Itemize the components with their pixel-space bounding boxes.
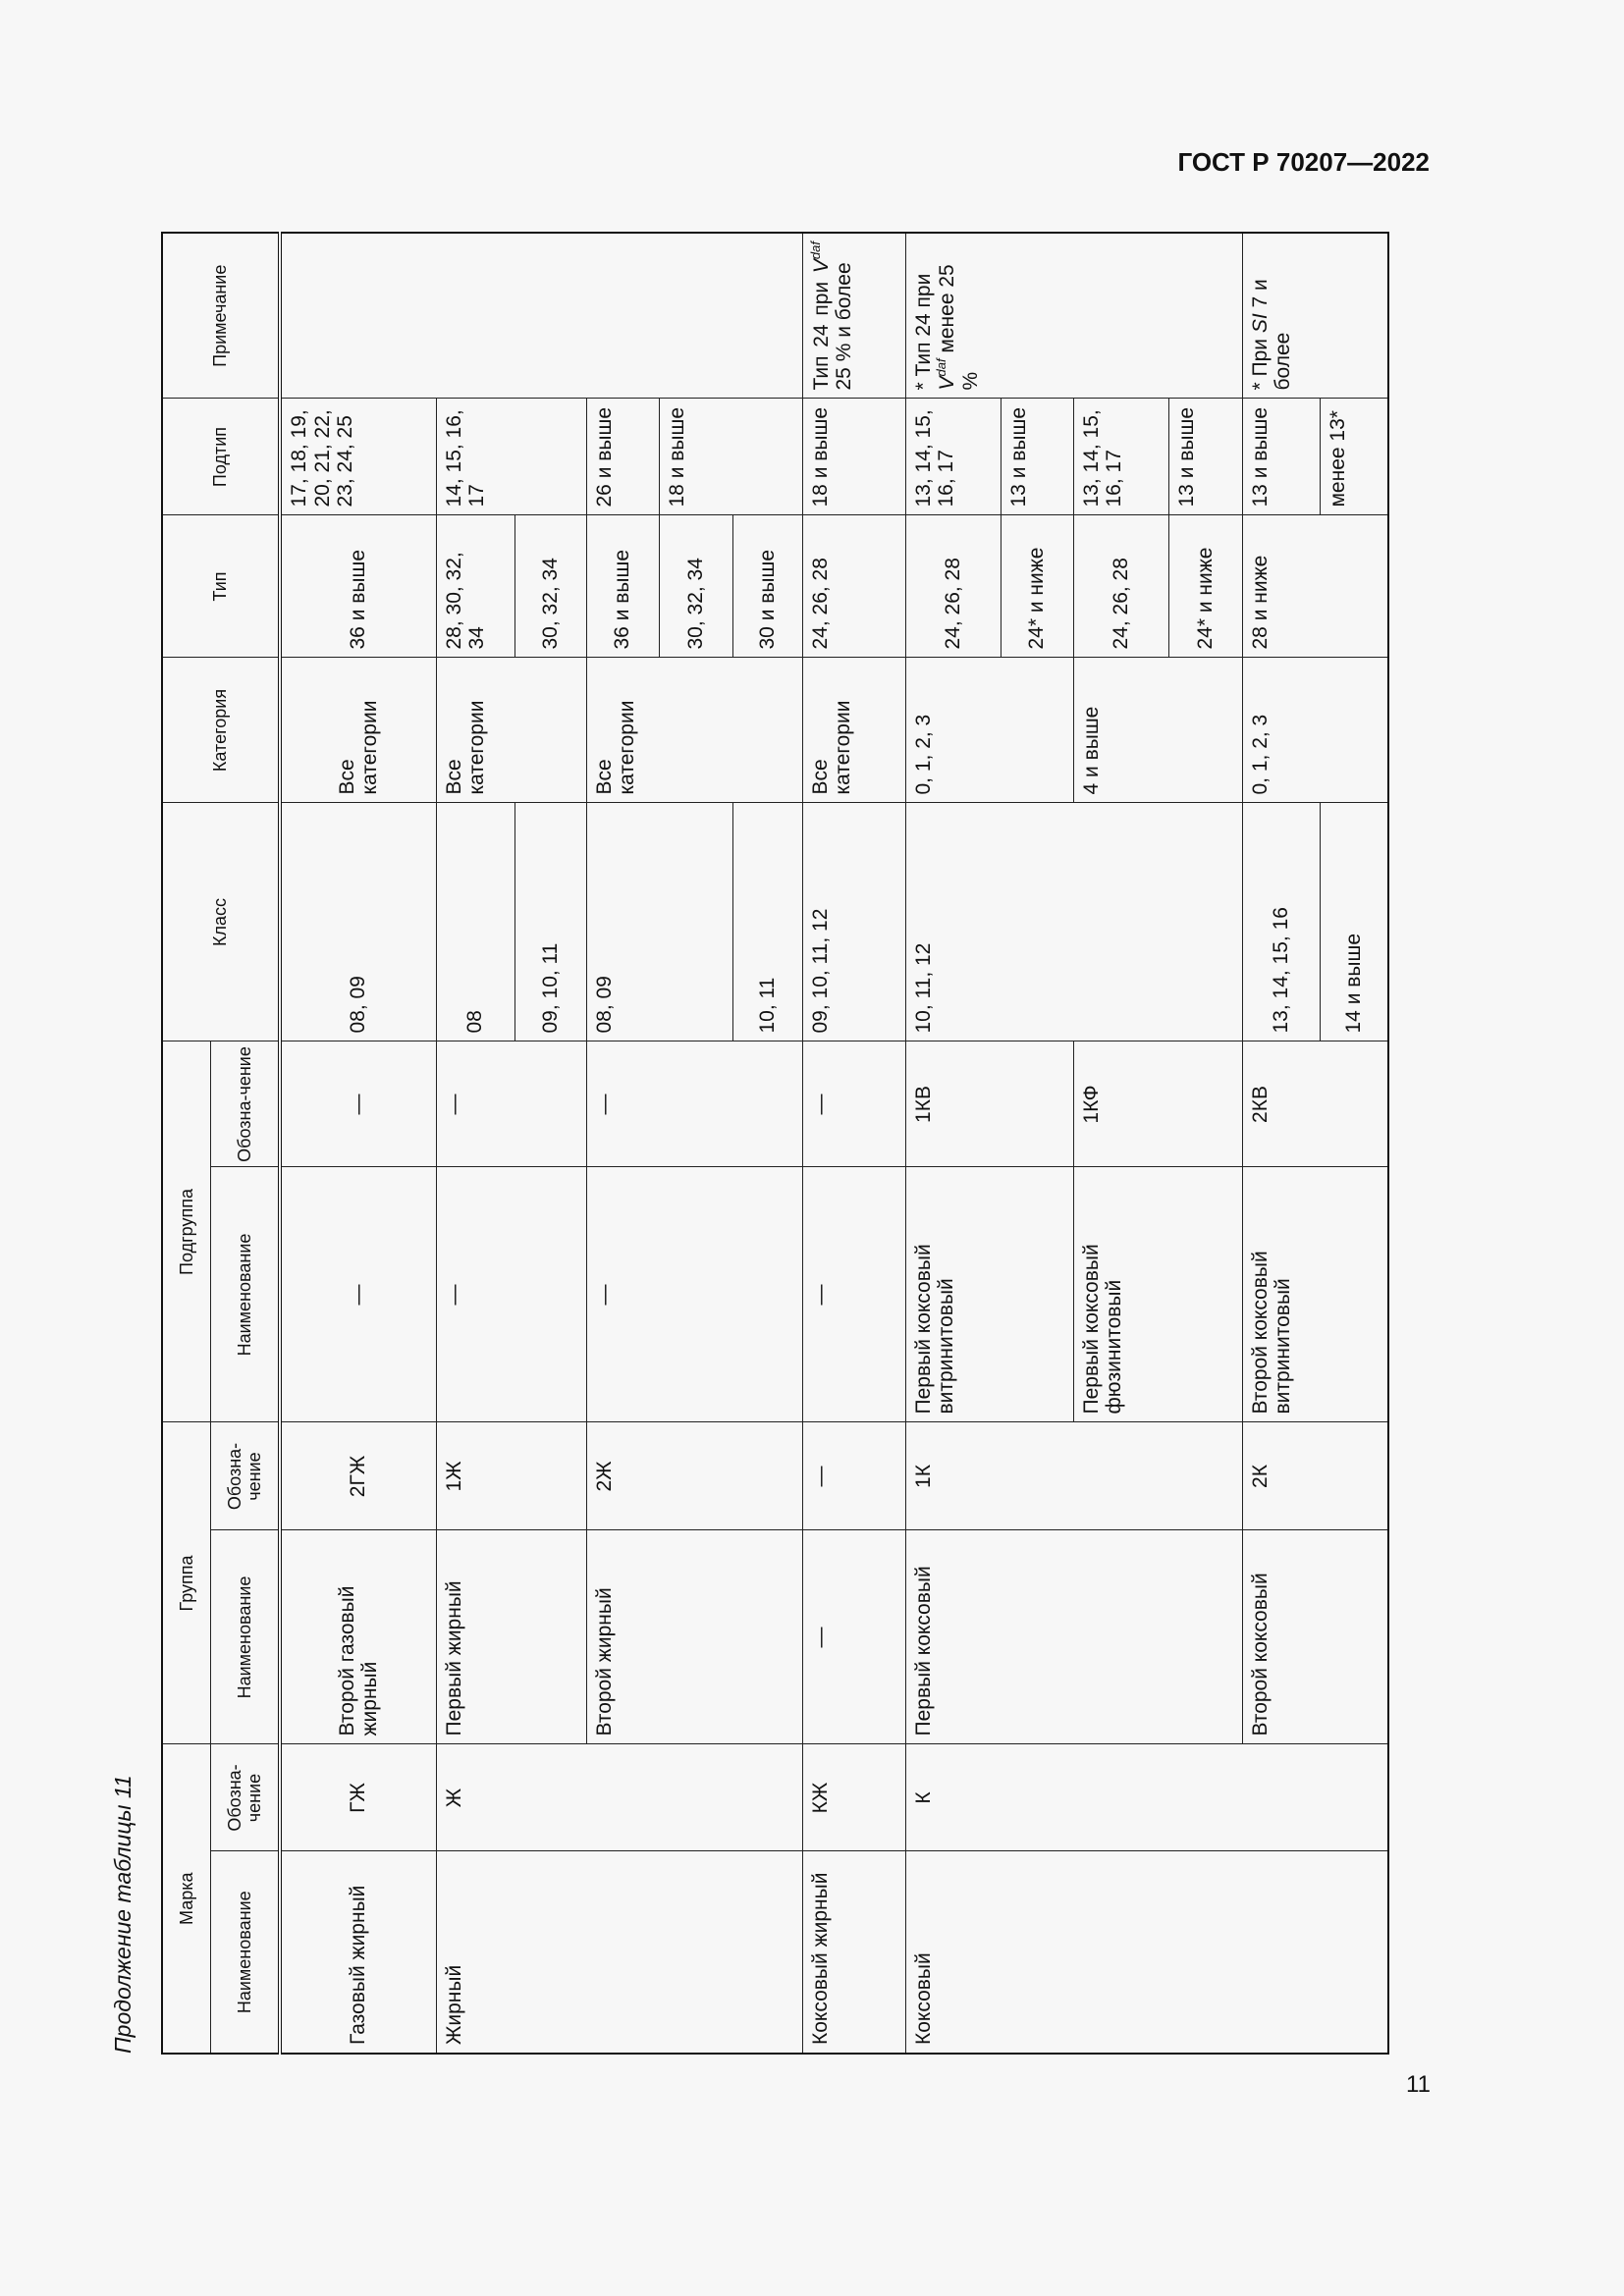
cell: Все категории: [436, 658, 586, 803]
cell: 30, 32, 34: [659, 515, 732, 658]
note-var: V: [936, 376, 959, 391]
cell: —: [802, 1530, 905, 1744]
header-klass: Класс: [162, 803, 280, 1041]
cell: —: [802, 1167, 905, 1422]
cell: 36 и выше: [586, 515, 659, 658]
cell-note-empty: [280, 233, 802, 399]
note-text: Тип 24 при: [809, 273, 833, 391]
cell: 24* и ниже: [1001, 515, 1073, 658]
cell: Первый коксовый витринитовый: [905, 1167, 1073, 1422]
cell: Газовый жирный: [280, 1851, 436, 2054]
cell: 30, 32, 34: [514, 515, 586, 658]
cell: Все категории: [586, 658, 802, 803]
cell: 36 и выше: [280, 515, 436, 658]
note-text: * Тип 24 при: [911, 273, 935, 391]
page-number: 11: [1406, 2071, 1431, 2098]
cell: —: [280, 1167, 436, 1422]
cell: Все категории: [802, 658, 905, 803]
cell: 13, 14, 15, 16: [1242, 803, 1320, 1041]
table-row: [802, 233, 905, 2054]
cell: 30 и выше: [732, 515, 802, 658]
cell: К: [905, 1744, 1388, 1851]
cell: 17, 18, 19, 20, 21, 22, 23, 24, 25: [280, 399, 436, 515]
cell: 10, 11, 12: [905, 803, 1242, 1041]
note-var: SI: [1248, 313, 1272, 334]
cell: 2Ж: [586, 1422, 802, 1530]
cell: 14, 15, 16, 17: [436, 399, 586, 515]
cell: 13 и выше: [1168, 399, 1242, 515]
note-text: 7 и более: [1248, 279, 1295, 391]
cell: 24* и ниже: [1168, 515, 1242, 658]
cell: Ж: [436, 1744, 802, 1851]
cell: Второй коксовый витринитовый: [1242, 1167, 1388, 1422]
header-primechanie: Примечание: [162, 233, 280, 399]
cell: 24, 26, 28: [802, 515, 905, 658]
header-podgruppa-oboz: Обозна-чение: [210, 1041, 280, 1167]
cell: Второй газовый жирный: [280, 1530, 436, 1744]
note-text: менее 25 %: [936, 264, 982, 391]
cell: КЖ: [802, 1744, 905, 1851]
cell: 08, 09: [586, 803, 732, 1041]
cell: Первый коксовый фюзинитовый: [1073, 1167, 1242, 1422]
cell: 18 и выше: [802, 399, 905, 515]
cell-note: [905, 233, 1242, 399]
cell: 2К: [1242, 1422, 1388, 1530]
cell: 1КВ: [905, 1041, 1073, 1167]
note-var: V: [809, 259, 833, 274]
table-row: [905, 233, 1001, 2054]
note-text: 25 % и более: [833, 262, 856, 391]
cell: —: [280, 1041, 436, 1167]
coal-classification-table: [161, 232, 1389, 2055]
header-podgruppa: Подгруппа: [162, 1041, 210, 1422]
cell: Жирный: [436, 1851, 802, 2054]
cell: 28, 30, 32, 34: [436, 515, 514, 658]
cell: менее 13*: [1320, 399, 1388, 515]
cell: 2КВ: [1242, 1041, 1388, 1167]
cell: Коксовый: [905, 1851, 1388, 2054]
cell: —: [436, 1167, 586, 1422]
cell: Все категории: [280, 658, 436, 803]
cell: 0, 1, 2, 3: [1242, 658, 1388, 803]
note-text: * При: [1248, 333, 1272, 391]
cell: —: [436, 1041, 586, 1167]
header-kategoriya: Категория: [162, 658, 280, 803]
cell: 1КФ: [1073, 1041, 1242, 1167]
cell: 28 и ниже: [1242, 515, 1388, 658]
cell: —: [802, 1041, 905, 1167]
cell-note: [802, 233, 905, 399]
cell: 13 и выше: [1001, 399, 1073, 515]
cell: Коксовый жирный: [802, 1851, 905, 2054]
cell: Первый жирный: [436, 1530, 586, 1744]
header-marka-oboz: Обозна-чение: [210, 1744, 280, 1851]
note-sup: daf: [807, 241, 823, 260]
cell: —: [802, 1422, 905, 1530]
cell: 0, 1, 2, 3: [905, 658, 1073, 803]
cell: 24, 26, 28: [905, 515, 1001, 658]
rotated-table-container: [161, 234, 1391, 2055]
header-gruppa-oboz: Обозна-чение: [210, 1422, 280, 1530]
header-tip: Тип: [162, 515, 280, 658]
table-row: [436, 233, 514, 2054]
cell-note: [1242, 233, 1388, 399]
cell: 09, 10, 11, 12: [802, 803, 905, 1041]
cell: 08, 09: [280, 803, 436, 1041]
header-gruppa: Группа: [162, 1422, 210, 1744]
cell: —: [586, 1041, 802, 1167]
table-caption: Продолжение таблицы 11: [110, 1775, 135, 2054]
cell: 26 и выше: [586, 399, 659, 515]
cell: 4 и выше: [1073, 658, 1242, 803]
cell: 13, 14, 15, 16, 17: [1073, 399, 1168, 515]
cell: Второй жирный: [586, 1530, 802, 1744]
cell: 1К: [905, 1422, 1242, 1530]
header-marka-naim: Наименование: [210, 1851, 280, 2054]
cell: ГЖ: [280, 1744, 436, 1851]
cell: 09, 10, 11: [514, 803, 586, 1041]
header-gruppa-naim: Наименование: [210, 1530, 280, 1744]
header-podtip: Подтип: [162, 399, 280, 515]
document-code: ГОСТ Р 70207—2022: [1177, 147, 1430, 177]
cell: 10, 11: [732, 803, 802, 1041]
cell: 24, 26, 28: [1073, 515, 1168, 658]
note-sup: daf: [934, 358, 949, 377]
cell: —: [586, 1167, 802, 1422]
cell: Первый коксовый: [905, 1530, 1242, 1744]
table-row: [280, 233, 436, 2054]
cell: 1Ж: [436, 1422, 586, 1530]
cell: 14 и выше: [1320, 803, 1388, 1041]
header-podgruppa-naim: Наименование: [210, 1167, 280, 1422]
cell: 13, 14, 15, 16, 17: [905, 399, 1001, 515]
cell: 08: [436, 803, 514, 1041]
header-marka: Марка: [162, 1744, 210, 2054]
cell: 2ГЖ: [280, 1422, 436, 1530]
cell: 13 и выше: [1242, 399, 1320, 515]
cell: 18 и выше: [659, 399, 802, 515]
cell: Второй коксовый: [1242, 1530, 1388, 1744]
